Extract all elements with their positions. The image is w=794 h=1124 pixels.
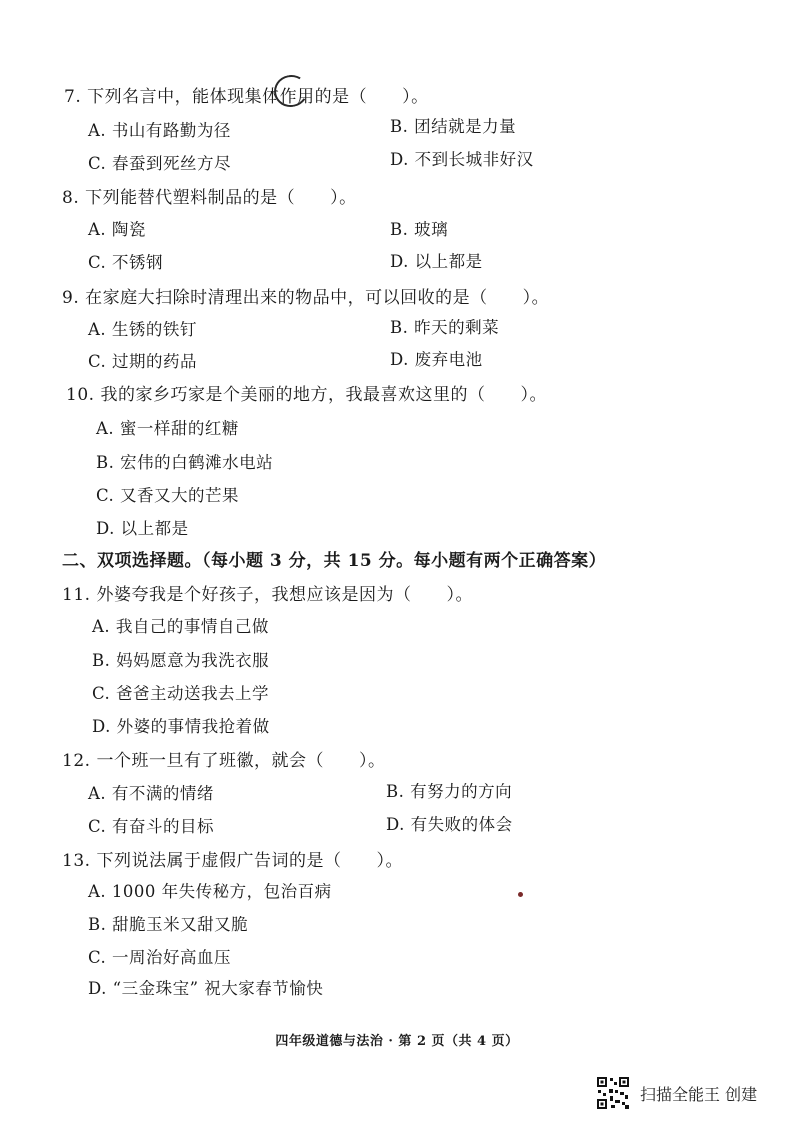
q10-option-d: D. 以上都是 bbox=[96, 519, 189, 538]
q9-option-a: A. 生锈的铁钉 bbox=[88, 320, 197, 339]
ink-dot bbox=[518, 892, 523, 897]
q13-option-c: C. 一周治好高血压 bbox=[88, 948, 232, 967]
q13-option-d: D. “三金珠宝” 祝大家春节愉快 bbox=[88, 979, 324, 998]
q9-option-c: C. 过期的药品 bbox=[88, 352, 198, 371]
q11-option-d: D. 外婆的事情我抢着做 bbox=[92, 717, 270, 736]
question-7-stem: 7. 下列名言中，能体现集体作用的是（ ）。 bbox=[64, 87, 429, 107]
page-footer: 四年级道德与法治 · 第 2 页（共 4 页） bbox=[275, 1034, 519, 1049]
qr-code-icon bbox=[596, 1076, 630, 1110]
q7-option-d: D. 不到长城非好汉 bbox=[390, 150, 534, 169]
q7-option-c: C. 春蚕到死丝方尽 bbox=[88, 154, 232, 173]
scanner-watermark bbox=[596, 1076, 757, 1110]
q12-option-b: B. 有努力的方向 bbox=[386, 782, 513, 801]
q10-option-c: C. 又香又大的芒果 bbox=[96, 486, 240, 505]
question-8-stem: 8. 下列能替代塑料制品的是（ ）。 bbox=[62, 188, 357, 208]
question-10-stem: 10. 我的家乡巧家是个美丽的地方，我最喜欢这里的（ ）。 bbox=[66, 385, 547, 405]
q13-option-b: B. 甜脆玉米又甜又脆 bbox=[88, 915, 249, 934]
q8-option-a: A. 陶瓷 bbox=[88, 220, 146, 239]
q8-option-c: C. 不锈钢 bbox=[88, 253, 164, 272]
q10-option-a: A. 蜜一样甜的红糖 bbox=[96, 419, 239, 438]
question-9-stem: 9. 在家庭大扫除时清理出来的物品中，可以回收的是（ ）。 bbox=[62, 288, 550, 308]
q12-option-a: A. 有不满的情绪 bbox=[88, 784, 214, 803]
q13-option-a: A. 1000 年失传秘方，包治百病 bbox=[88, 882, 332, 901]
q9-option-b: B. 昨天的剩菜 bbox=[390, 318, 500, 337]
q12-option-d: D. 有失败的体会 bbox=[386, 815, 513, 834]
q11-option-b: B. 妈妈愿意为我洗衣服 bbox=[92, 651, 270, 670]
q11-option-c: C. 爸爸主动送我去上学 bbox=[92, 684, 270, 703]
scanner-label: 扫描全能王 创建 bbox=[640, 1084, 758, 1104]
q11-option-a: A. 我自己的事情自己做 bbox=[92, 617, 269, 636]
question-11-stem: 11. 外婆夸我是个好孩子，我想应该是因为（ ）。 bbox=[62, 585, 473, 605]
q9-option-d: D. 废弃电池 bbox=[390, 350, 483, 369]
question-13-stem: 13. 下列说法属于虚假广告词的是（ ）。 bbox=[62, 851, 403, 871]
question-12-stem: 12. 一个班一旦有了班徽，就会（ ）。 bbox=[62, 751, 386, 771]
q7-option-b: B. 团结就是力量 bbox=[390, 117, 517, 136]
section-2-heading: 二、双项选择题。（每小题 3 分，共 15 分。每小题有两个正确答案） bbox=[62, 551, 607, 571]
q7-option-a: A. 书山有路勤为径 bbox=[88, 121, 231, 140]
q10-option-b: B. 宏伟的白鹤滩水电站 bbox=[96, 453, 274, 472]
q8-option-b: B. 玻璃 bbox=[390, 220, 449, 239]
q12-option-c: C. 有奋斗的目标 bbox=[88, 817, 215, 836]
q8-option-d: D. 以上都是 bbox=[390, 252, 483, 271]
